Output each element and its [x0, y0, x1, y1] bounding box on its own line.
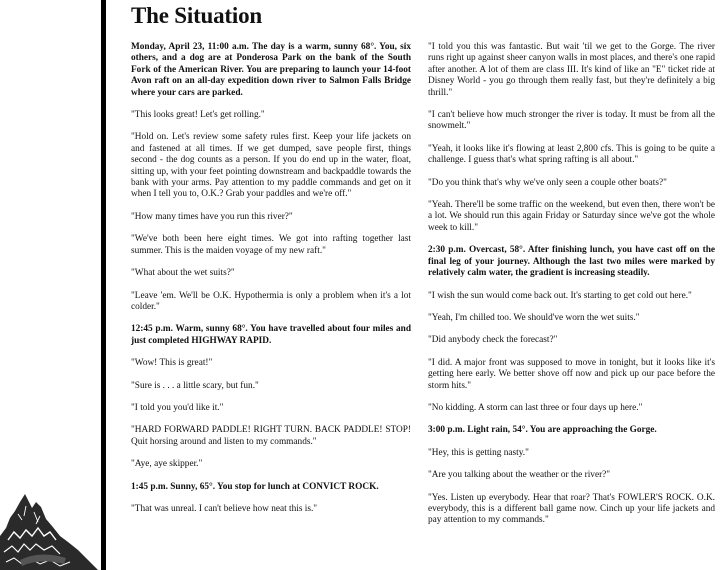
dialogue-paragraph: "This looks great! Let's get rolling."	[131, 110, 265, 121]
narration-paragraph: 1:45 p.m. Sunny, 65°. You stop for lunch at CONVICT ROCK.	[131, 481, 379, 492]
dialogue-paragraph: "Did anybody check the forecast?"	[428, 335, 558, 346]
dialogue-paragraph: "I told you this was fantastic. But wait 'til we get to the Gorge. The river runs right up against sheer canyon walls in most places, and there's one rapid after another. A lot of them are class III. It's kind of like an "E" ticket ride at Disney World - you go through them really fast, but they're definitely a big thrill."	[428, 42, 715, 98]
dialogue-paragraph: "How many times have you run this river?"	[131, 211, 293, 222]
dialogue-paragraph: "Aye, aye skipper."	[131, 459, 203, 470]
dialogue-paragraph: "No kidding. A storm can last three or four days up here."	[428, 402, 643, 413]
dialogue-paragraph: "I told you you'd like it."	[131, 402, 224, 413]
narration-paragraph: Monday, April 23, 11:00 a.m. The day is a warm, sunny 68°. You, six others, and a dog are at Ponderosa Park on the bank of the South Fork of the American River. You are preparing to launch your 14-foot Avon raft on an all-day expedition down river to Salmon Falls Bridge where your cars are parked.	[131, 42, 411, 98]
narration-paragraph: 3:00 p.m. Light rain, 54°. You are approaching the Gorge.	[428, 425, 657, 436]
page-title: The Situation	[131, 3, 262, 28]
left-column	[131, 42, 411, 526]
vertical-divider-rule	[101, 0, 106, 570]
dialogue-paragraph: "Yeah, it looks like it's flowing at least 2,800 cfs. This is going to be quite a challenge. I guess that's what spring rafting is all about."	[428, 143, 715, 166]
dialogue-paragraph: "I wish the sun would come back out. It's starting to get cold out here."	[428, 290, 692, 301]
dialogue-paragraph: "I did. A major front was supposed to move in tonight, but it looks like it's getting here early. We better shove off now and pick up our pace before the storm hits."	[428, 357, 715, 391]
dialogue-paragraph: "I can't believe how much stronger the river is today. It must be from all the snowmelt."	[428, 110, 715, 132]
rafting-sketch-illustration	[0, 478, 98, 570]
dialogue-paragraph: "Wow! This is great!"	[131, 358, 213, 369]
dialogue-paragraph: "Sure is . . . a little scary, but fun."	[131, 380, 259, 391]
dialogue-paragraph: "Yeah. There'll be some traffic on the weekend, but even then, there won't be a lot. We should run this again Friday or Saturday since we've got the whole week to kill."	[428, 200, 715, 233]
dialogue-paragraph: "We've both been here eight times. We got into rafting together last summer. This is the maiden voyage of my new raft."	[131, 234, 411, 256]
dialogue-paragraph: "Hey, this is getting nasty."	[428, 447, 529, 458]
dialogue-paragraph: "Yes. Listen up everybody. Hear that roar? That's FOWLER'S ROCK. O.K. everybody, this is a different ball game now. Cinch up your life jackets and pay attention to my commands."	[428, 492, 715, 526]
dialogue-paragraph: "What about the wet suits?"	[131, 268, 235, 279]
right-column	[428, 42, 715, 538]
narration-paragraph: 12:45 p.m. Warm, sunny 68°. You have travelled about four miles and just completed HIGHWAY RAPID.	[131, 324, 411, 346]
dialogue-paragraph: "Hold on. Let's review some safety rules first. Keep your life jackets on and fastened at all times. If we get dumped, save people first, things second - the dog counts as a person. If you do end up in the water, float, sitting up, with your feet pointing downstream and backpaddle towards the bank with your arms. Pay attention to my paddle commands and get on it when I tell you to, O.K.? Grab your paddles and we're off."	[131, 132, 411, 200]
dialogue-paragraph: "HARD FORWARD PADDLE! RIGHT TURN. BACK PADDLE! STOP! Quit horsing around and listen to my commands."	[131, 425, 411, 447]
dialogue-paragraph: "Yeah, I'm chilled too. We should've worn the wet suits."	[428, 312, 640, 323]
dialogue-paragraph: "Leave 'em. We'll be O.K. Hypothermia is only a problem when it's a lot colder."	[131, 290, 411, 312]
dialogue-paragraph: "Are you talking about the weather or the river?"	[428, 470, 611, 481]
narration-paragraph: 2:30 p.m. Overcast, 58°. After finishing lunch, you have cast off on the final leg of your journey. Although the last two miles were marked by relatively calm water, the gradient is increasing steadily.	[428, 245, 715, 279]
dialogue-paragraph: "Do you think that's why we've only seen a couple other boats?"	[428, 177, 667, 188]
dialogue-paragraph: "That was unreal. I can't believe how neat this is."	[131, 503, 318, 514]
